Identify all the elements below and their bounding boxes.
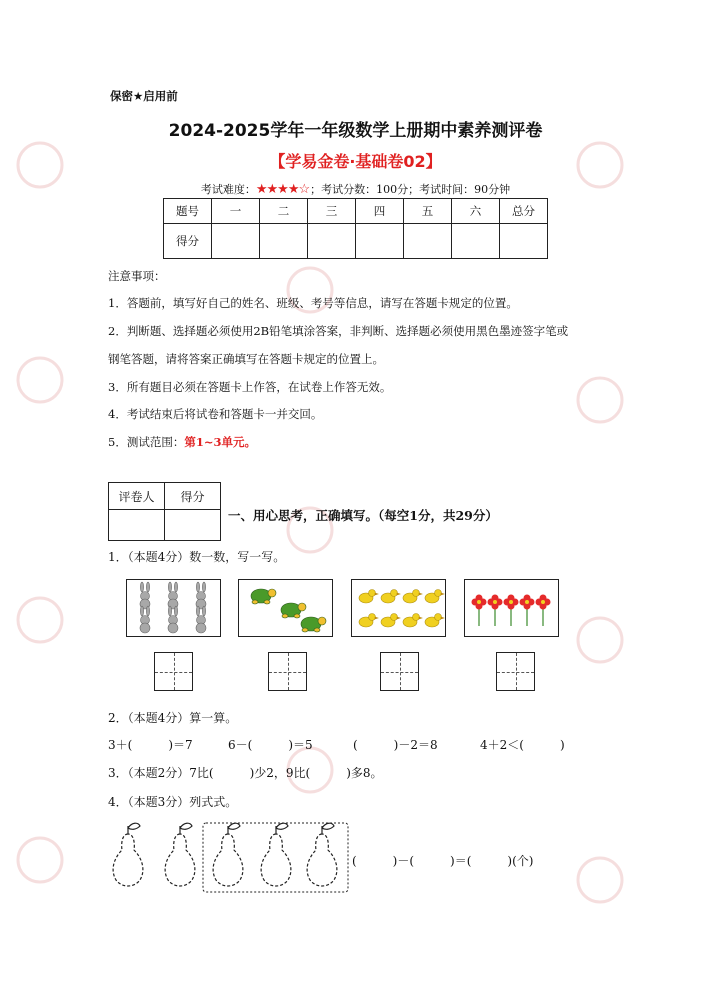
equation-2: 6－( )＝5 <box>228 738 313 752</box>
rabbit-icon <box>127 580 220 636</box>
note-item: 3．所有题目必须在答题卡上作答，在试卷上作答无效。 <box>108 380 392 394</box>
score-header-cell: 五 <box>404 199 452 224</box>
score-cell[interactable] <box>404 224 452 259</box>
turtle-frame <box>238 579 333 637</box>
exam-title: 2024-2025学年一年级数学上册期中素养测评卷 <box>168 121 543 141</box>
score-header-cell: 一 <box>212 199 260 224</box>
score-time-info: ；考试分数：100分；考试时间：90分钟 <box>310 183 511 196</box>
score-cell[interactable] <box>308 224 356 259</box>
pear-equation: ( )－( )＝( )(个) <box>352 854 534 868</box>
difficulty-label: 考试难度： <box>200 183 256 196</box>
chick-frame <box>351 579 446 637</box>
note-item: 2．判断题、选择题必须使用2B铅笔填涂答案，非判断、选择题必须使用黑色墨迹签字笔或 <box>108 324 569 338</box>
score-header-cell: 总分 <box>500 199 548 224</box>
star-rating-filled: ★★★★ <box>255 182 299 197</box>
chick-icon <box>352 580 445 636</box>
equation-1: 3＋( )＝7 <box>108 738 193 752</box>
section-heading: 一、用心思考，正确填写。（每空1分，共29分） <box>228 508 498 523</box>
score-header-cell: 三 <box>308 199 356 224</box>
note-range <box>108 434 256 450</box>
grader-table <box>108 482 221 541</box>
question-4: 4．（本题3分）列式式。 <box>108 795 238 809</box>
answer-writing-box[interactable] <box>380 652 419 691</box>
note-item: 4．考试结束后将试卷和答题卡一并交回。 <box>108 407 323 421</box>
score-header-cell: 六 <box>452 199 500 224</box>
exam-subtitle: 【学易金卷·基础卷02】 <box>269 152 442 171</box>
note-item: 1．答题前，填写好自己的姓名、班级、考号等信息，请写在答题卡规定的位置。 <box>108 296 518 310</box>
score-cell[interactable] <box>500 224 548 259</box>
score-cell[interactable] <box>356 224 404 259</box>
score-header-cell: 四 <box>356 199 404 224</box>
equation-3: ( )－2＝8 <box>353 738 438 752</box>
equation-4: 4＋2＜( ) <box>480 738 565 752</box>
turtle-icon <box>239 580 332 636</box>
flower-icon <box>465 580 558 636</box>
confidential-label: 保密★启用前 <box>110 89 178 103</box>
note-item: 钢笔答题，请将答案正确填写在答题卡规定的位置上。 <box>108 352 384 366</box>
score-header-cell: 题号 <box>164 199 212 224</box>
notes-heading: 注意事项： <box>108 269 166 283</box>
reviewer-label: 评卷人 <box>109 483 165 510</box>
score-header-cell: 二 <box>260 199 308 224</box>
answer-writing-box[interactable] <box>496 652 535 691</box>
flower-frame <box>464 579 559 637</box>
score-cell[interactable] <box>260 224 308 259</box>
score-table <box>163 198 548 259</box>
score-cell[interactable] <box>452 224 500 259</box>
question-3: 3．（本题2分）7比( )少2，9比( )多8。 <box>108 766 383 780</box>
grader-score-label: 得分 <box>165 483 221 510</box>
answer-writing-box[interactable] <box>154 652 193 691</box>
exam-meta <box>0 181 711 197</box>
score-cell[interactable] <box>212 224 260 259</box>
pear-icon <box>108 822 353 894</box>
grader-score-cell[interactable] <box>165 510 221 541</box>
range-label: 5．测试范围： <box>108 435 185 449</box>
question-1: 1．（本题4分）数一数，写一写。 <box>108 550 286 564</box>
score-row-label: 得分 <box>164 224 212 259</box>
answer-writing-box[interactable] <box>268 652 307 691</box>
star-rating-empty: ☆ <box>298 182 311 197</box>
range-value: 第1~3单元。 <box>184 435 256 449</box>
question-2: 2．（本题4分）算一算。 <box>108 711 238 725</box>
rabbit-frame <box>126 579 221 637</box>
reviewer-cell[interactable] <box>109 510 165 541</box>
